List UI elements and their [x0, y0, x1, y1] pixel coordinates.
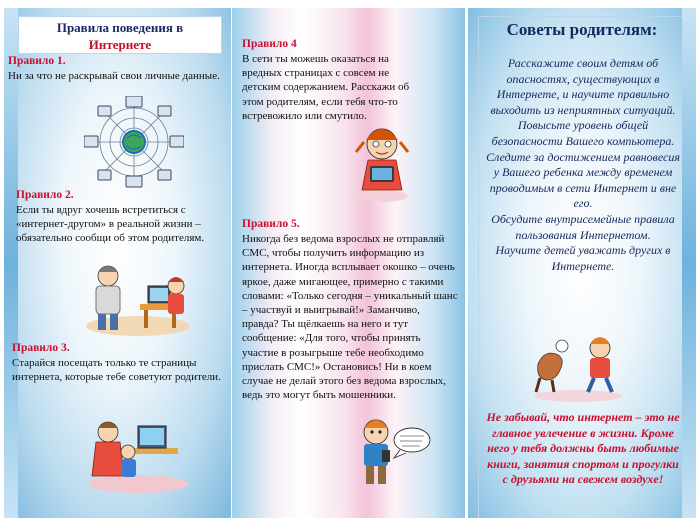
- right-panel: [468, 8, 696, 518]
- page-title-line1: Правила поведения в: [56, 20, 184, 35]
- advice-block: [484, 56, 682, 274]
- rule3-text: Старайся посещать только те страницы интернета, которые тебе советуют родители.: [12, 357, 221, 384]
- advice-title: Советы родителям:: [506, 20, 658, 39]
- rule3-title: Правило 3.: [12, 342, 70, 354]
- rule1-text: Ни за что не раскрывай свои личные данные.: [8, 70, 220, 82]
- computer-family-illustration-icon: [78, 256, 190, 338]
- advice-item: Повысьте уровень общей безопасности Вашего компьютера.: [491, 118, 675, 148]
- left-panel: [4, 8, 231, 518]
- rule2-title: Правило 2.: [16, 189, 74, 201]
- advice-item: Научите детей уважать других в Интернете.: [495, 243, 671, 273]
- left-strip: [4, 8, 18, 518]
- right-strip: [682, 8, 696, 518]
- rule4-title: Правило 4: [242, 38, 297, 50]
- rule5-text: Никогда без ведома взрослых не отправляй СМС, чтобы получить информацию из интернета. Иногда всплывает окошко – очень яркое, даже мигающее, примерно с такими словами: «Только сегодня – уникальный шанс – участвуй и выигрывай!» Заманчиво, правда? Ты щёлкаешь на него и тут сообщение: «Для того, чтобы принять участие в розыгрыше тебе необходимо прислать СМС!» Остановись! Ни в коем случае не делай этого без ведома взрослых, ведь это могут быть мошенники.: [242, 233, 458, 402]
- middle-panel: [232, 8, 465, 518]
- rule2-text: Если ты вдруг хочешь встретиться с «интернет-другом» в реальной жизни – обязательно сообщи об этом родителям.: [16, 204, 205, 245]
- panel1-header: [18, 16, 222, 54]
- warning-text: Не забывай, что интернет – это не главное увлечение в жизни. Кроме него у тебя должны быть любимые книги, занятия спортом и прогулки с друзьями на свежем воздухе!: [486, 410, 680, 487]
- parent-child-computer-illustration-icon: [84, 412, 192, 494]
- girl-tablet-illustration-icon: [344, 120, 420, 204]
- advice-item: Следите за достижением равновесия у Вашего ребенка между временем проводимым в сети Интернет и вне его.: [486, 149, 680, 211]
- boy-dog-illustration-icon: [528, 334, 628, 404]
- rule5-title: Правило 5.: [242, 218, 300, 230]
- advice-item: Обсудите внутрисемейные правила пользования Интернетом.: [491, 211, 675, 242]
- rule4-text: В сети ты можешь оказаться на вредных страницах с совсем не детским содержанием. Расскажи об этом родителям, если тебя что-то встревожило или смутило.: [242, 53, 410, 122]
- advice-item: Расскажите своим детям об опасностях, существующих в Интернете, и научите правильно выходить из неприятных ситуаций.: [490, 56, 676, 117]
- page-title-line2: Интернете: [88, 37, 152, 52]
- rule1-title: Правило 1.: [8, 55, 66, 67]
- network-illustration-icon: [84, 96, 184, 188]
- boy-phone-illustration-icon: [352, 414, 432, 494]
